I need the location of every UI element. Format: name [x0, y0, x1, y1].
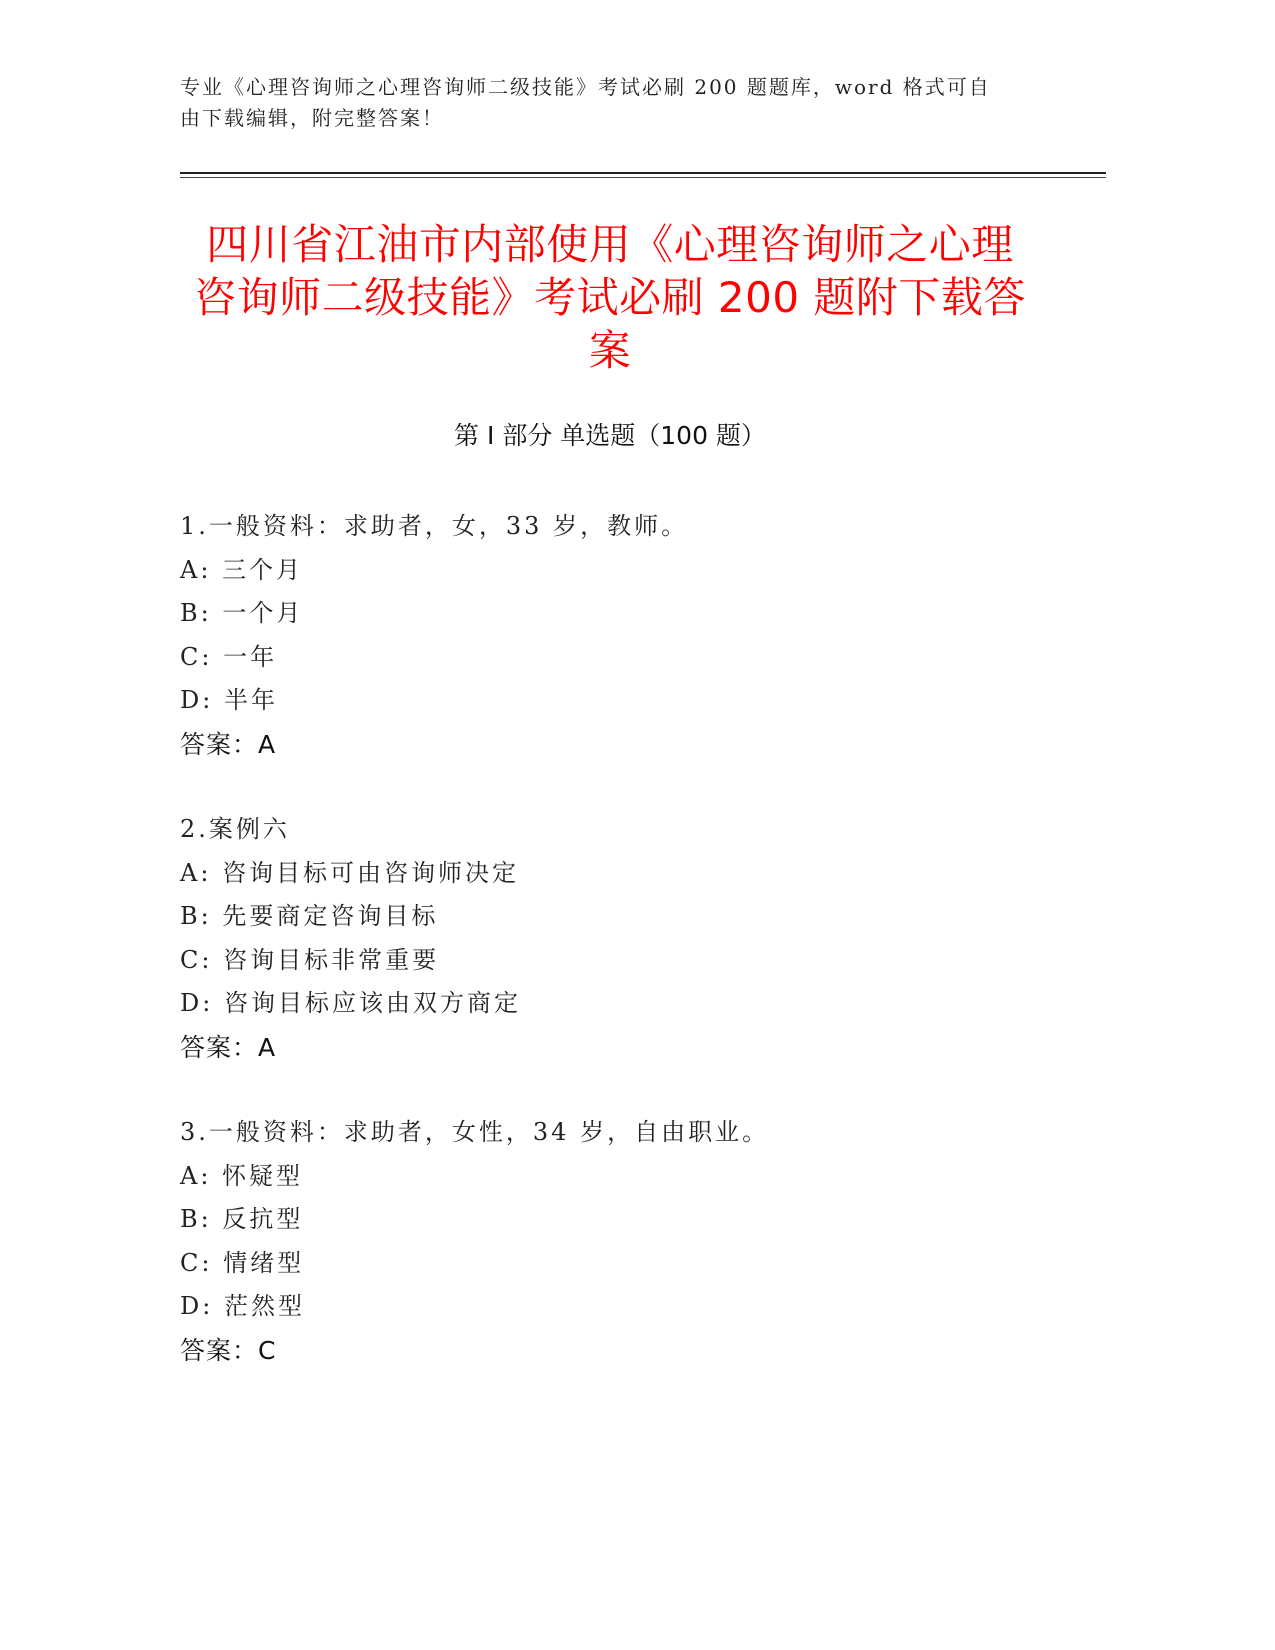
- option-key: B:: [180, 599, 212, 627]
- answer-label: 答案：: [180, 1335, 259, 1365]
- question-list: [180, 505, 1080, 1414]
- question-item: [180, 1111, 1080, 1372]
- option-c: [180, 636, 1080, 680]
- answer-value: A: [258, 1032, 277, 1062]
- question-stem: 2.案例六: [180, 815, 290, 843]
- option-text: 半年: [223, 686, 278, 714]
- answer-line: [180, 1329, 1080, 1373]
- option-text: 情绪型: [223, 1248, 305, 1277]
- option-text: 三个月: [222, 555, 304, 584]
- option-key: D:: [180, 989, 214, 1017]
- answer-value: A: [258, 729, 277, 759]
- option-key: A:: [180, 858, 212, 887]
- option-b: [180, 592, 1080, 636]
- option-text: 一个月: [222, 599, 304, 627]
- document-title: [180, 218, 1040, 377]
- option-key: C:: [180, 642, 213, 671]
- intro-line-2: 由下载编辑，附完整答案！: [180, 106, 444, 130]
- option-key: A:: [180, 555, 212, 584]
- option-key: B:: [180, 1205, 212, 1233]
- section-heading: 第 I 部分 单选题（100 题）: [454, 421, 766, 450]
- option-text: 反抗型: [222, 1205, 304, 1233]
- option-a: [180, 1155, 1080, 1199]
- option-key: D:: [180, 1292, 214, 1320]
- option-text: 咨询目标可由咨询师决定: [222, 858, 520, 887]
- option-key: B:: [180, 902, 212, 930]
- question-stem: 1.一般资料：求助者，女，33 岁，教师。: [180, 512, 689, 540]
- header-divider-thick: [180, 172, 1106, 174]
- intro-line-1: 专业《心理咨询师之心理咨询师二级技能》考试必刷 200 题题库，word 格式可自: [180, 75, 991, 99]
- option-b: [180, 895, 1080, 939]
- question-stem: 3.一般资料：求助者，女性，34 岁，自由职业。: [180, 1118, 770, 1146]
- title-line-2: 咨询师二级技能》考试必刷 200 题附下载答: [194, 273, 1026, 322]
- option-d: [180, 679, 1080, 723]
- answer-line: [180, 1026, 1080, 1070]
- option-key: C:: [180, 945, 213, 974]
- intro-text: [180, 72, 1030, 134]
- option-c: [180, 939, 1080, 983]
- option-a: [180, 549, 1080, 593]
- answer-label: 答案：: [180, 1032, 259, 1062]
- option-text: 怀疑型: [222, 1161, 304, 1190]
- option-d: [180, 1285, 1080, 1329]
- answer-label: 答案：: [180, 729, 259, 759]
- question-item: [180, 808, 1080, 1069]
- option-d: [180, 982, 1080, 1026]
- question-item: [180, 505, 1080, 766]
- answer-line: [180, 723, 1080, 767]
- option-text: 咨询目标非常重要: [223, 945, 440, 974]
- option-text: 一年: [223, 642, 278, 671]
- option-text: 茫然型: [223, 1292, 305, 1320]
- title-line-3: 案: [588, 326, 632, 375]
- option-text: 咨询目标应该由双方商定: [223, 989, 521, 1017]
- option-key: A:: [180, 1161, 212, 1190]
- option-text: 先要商定咨询目标: [222, 902, 439, 930]
- option-key: C:: [180, 1248, 213, 1277]
- answer-value: C: [258, 1335, 277, 1365]
- option-b: [180, 1198, 1080, 1242]
- option-c: [180, 1242, 1080, 1286]
- header-divider-thin: [180, 177, 1106, 178]
- option-a: [180, 852, 1080, 896]
- option-key: D:: [180, 686, 214, 714]
- title-line-1: 四川省江油市内部使用《心理咨询师之心理: [206, 220, 1014, 269]
